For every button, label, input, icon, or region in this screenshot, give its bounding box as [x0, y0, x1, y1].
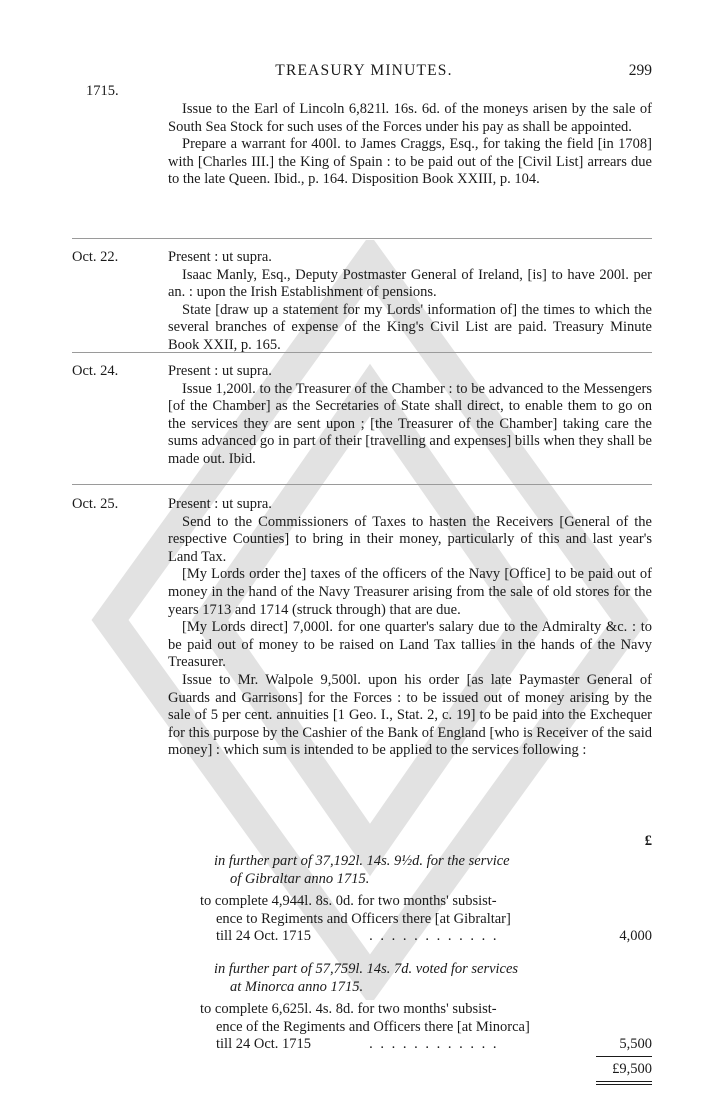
item-line: to complete 6,625l. 4s. 8d. for two months' subsist- — [200, 1001, 497, 1017]
subheading-line: at Minorca anno 1715. — [230, 978, 364, 995]
entry-paragraph: State [draw up a statement for my Lords' information of] the times to which the several branches of expense of the King's Civil List are paid. Treasury Minute Book XXII, p. 165. — [168, 301, 652, 353]
entry-paragraph: Issue to Mr. Walpole 9,500l. upon his order [as late Paymaster General of Guards and Garrisons] for the Forces : to be issued out of money arising by the sale of 5 per cent. annuities [1 Geo. I., Stat. 2, c. 19] to be paid into the Exchequer for this purpose by the Cashier of the Bank of England [who is Receiver of the said money] : which sum is intended to be applied to the services following : — [168, 671, 652, 759]
entry-date: Oct. 25. — [72, 496, 119, 512]
subheading-line: of Gibraltar anno 1715. — [230, 870, 370, 887]
intro-paragraph: Issue to the Earl of Lincoln 6,821l. 16s. 6d. of the moneys arisen by the sale of South Sea Stock for such uses of the Forces under his pay as shall be appointed. — [168, 101, 652, 135]
entry-date: Oct. 22. — [72, 249, 119, 265]
account-item — [200, 1001, 590, 1054]
double-rule-top — [596, 1081, 652, 1082]
total-amount: £9,500 — [612, 1061, 652, 1077]
subheading-line: in further part of 57,759l. 14s. 7d. voted for services — [214, 961, 519, 977]
page-number: 299 — [628, 62, 652, 79]
intro-paragraph: Prepare a warrant for 400l. to James Craggs, Esq., for taking the field [in 1708] with [Charles III.] the King of Spain : to be paid out of the [Civil List] arrears due to the late Queen. Ibid., p. 164. Disposition Book XXIII, p. 104. — [168, 136, 652, 188]
amount-gibraltar: 4,000 — [619, 928, 652, 944]
item-date: till 24 Oct. 1715 — [216, 1036, 312, 1053]
leader-dots: . . . . . . . . . . . . — [369, 1036, 499, 1053]
entry-paragraph: Send to the Commissioners of Taxes to hasten the Receivers [General of the respective Counties] to bring in their money, particularly of this and last year's Land Tax. — [168, 513, 652, 565]
account-subheading — [214, 853, 594, 888]
item-line: to complete 4,944l. 8s. 0d. for two months' subsist- — [200, 893, 497, 909]
present-line: Present : ut supra. — [168, 363, 272, 379]
divider — [72, 238, 652, 239]
entry-oct-25 — [168, 496, 652, 760]
item-line-last — [200, 1036, 590, 1054]
leader-dots: . . . . . . . . . . . . — [369, 928, 499, 945]
item-line: ence of the Regiments and Officers there [at Minorca] — [216, 1018, 530, 1035]
total-rule — [596, 1056, 652, 1057]
divider — [72, 484, 652, 485]
divider — [72, 352, 652, 353]
amount-minorca: 5,500 — [619, 1036, 652, 1052]
entry-oct-24 — [168, 363, 652, 469]
present-line: Present : ut supra. — [168, 249, 272, 265]
entry-oct-22 — [168, 249, 652, 355]
subheading-line: in further part of 37,192l. 14s. 9½d. for the service — [214, 853, 510, 869]
running-title: TREASURY MINUTES. — [275, 62, 453, 79]
account-subheading — [214, 961, 594, 996]
item-date: till 24 Oct. 1715 — [216, 928, 312, 945]
account-item — [200, 893, 590, 946]
intro-block — [168, 101, 652, 189]
entry-paragraph: [My Lords order the] taxes of the officers of the Navy [Office] to be paid out of money in the hand of the Navy Treasurer arising from the sale of old stores for the years 1713 and 1714 (struck through) that are due. — [168, 566, 652, 618]
item-line-last — [200, 928, 590, 946]
margin-year: 1715. — [86, 83, 119, 99]
item-line: ence to Regiments and Officers there [at Gibraltar] — [216, 910, 511, 927]
entry-paragraph: Isaac Manly, Esq., Deputy Postmaster General of Ireland, [is] to have 200l. per an. : upon the Irish Establishment of pensions. — [168, 266, 652, 301]
entry-paragraph: [My Lords direct] 7,000l. for one quarter's salary due to the Admiralty &c. : to be paid out of money to be raised on Land Tax tallies in the hands of the Navy Treasurer. — [168, 619, 652, 671]
pound-column-header: £ — [644, 833, 652, 849]
entry-date: Oct. 24. — [72, 363, 119, 379]
entry-paragraph: Issue 1,200l. to the Treasurer of the Chamber : to be advanced to the Messengers [of the Chamber] as the Secretaries of State shall direct, to enable them to go on the services they are sent upon ; [the Treasurer of the Chamber] taking care the sums advanced go in part of their [travelling and expenses] bills when they shall be made out. Ibid. — [168, 380, 652, 467]
double-rule-bottom — [596, 1084, 652, 1085]
present-line: Present : ut supra. — [168, 496, 272, 512]
